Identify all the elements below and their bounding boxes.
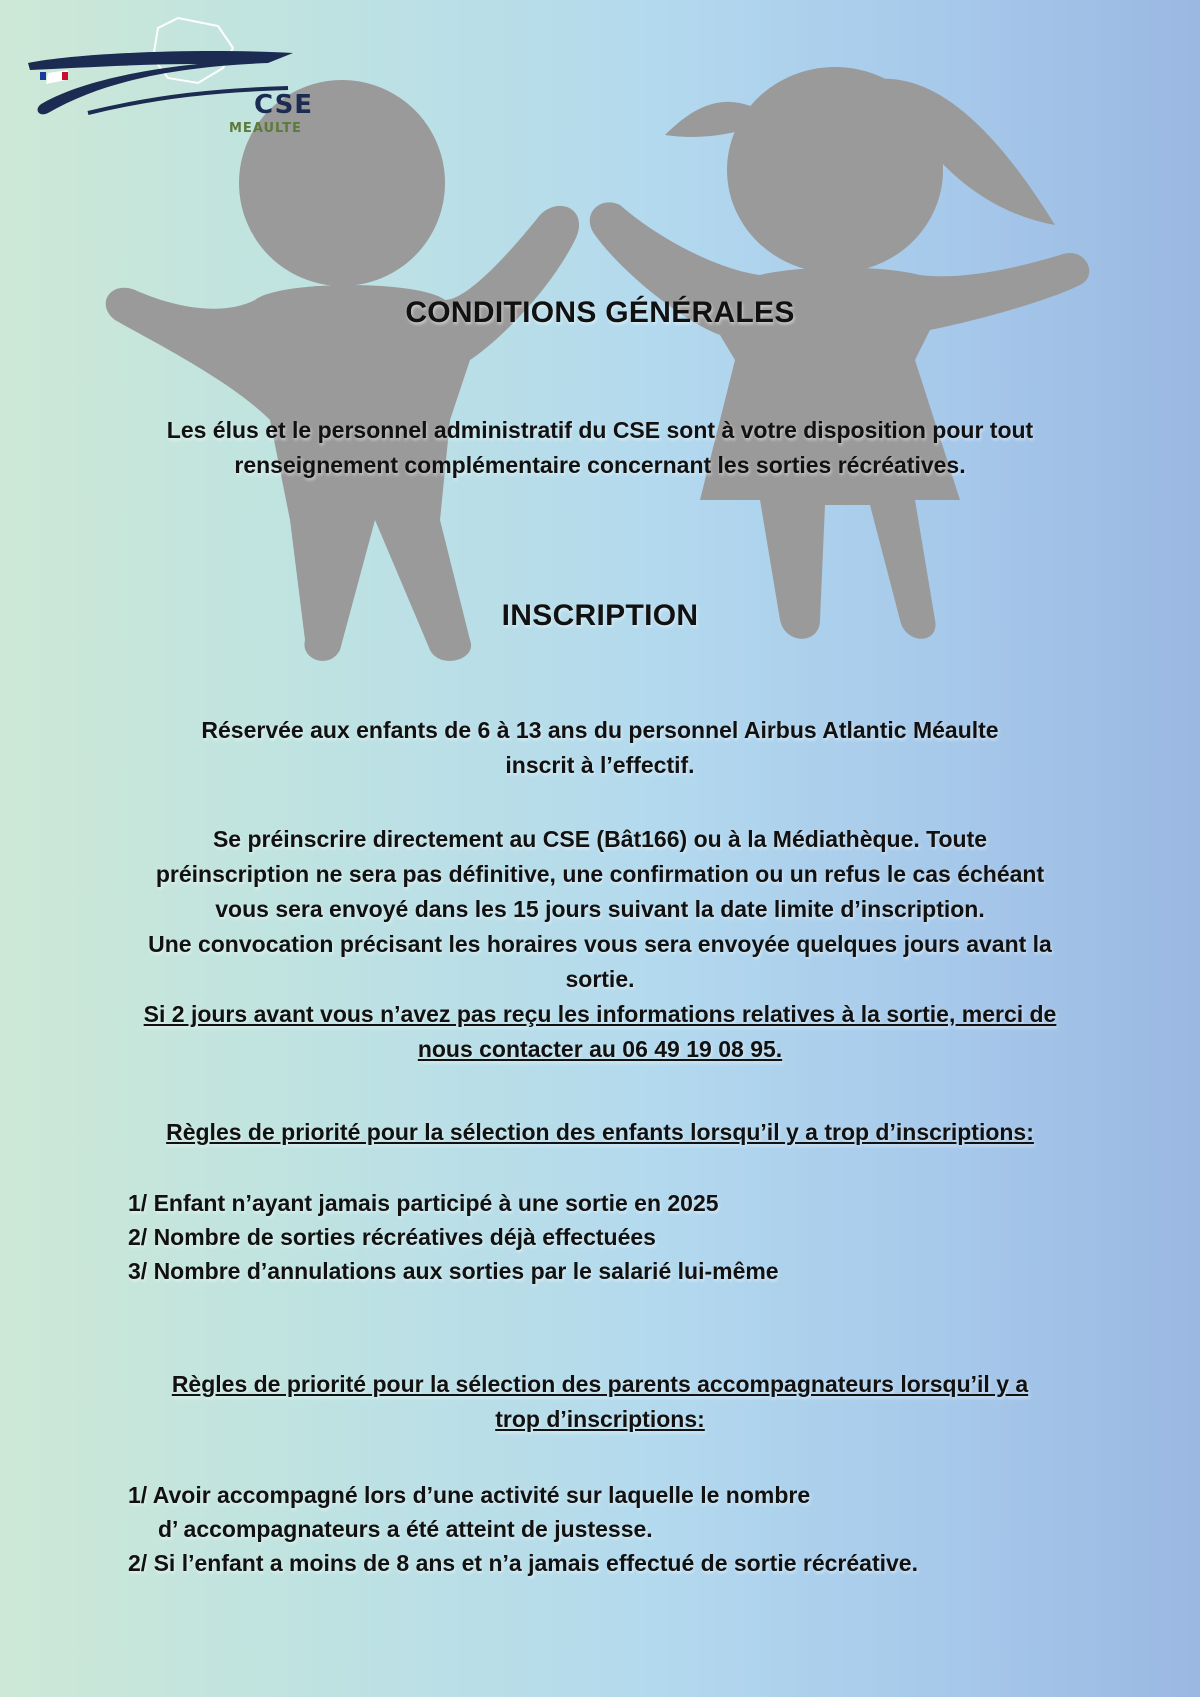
list-item: 2/ Si l’enfant a moins de 8 ans et n’a jamais effectué de sortie récréative. bbox=[128, 1550, 918, 1576]
pre-line-5: sortie. bbox=[565, 966, 635, 992]
reserved-paragraph bbox=[20, 713, 1180, 783]
contact-line-1: Si 2 jours avant vous n’avez pas reçu les informations relatives à la sortie, merci de bbox=[143, 1001, 1057, 1027]
contact-line-2: nous contacter au 06 49 19 08 95. bbox=[417, 1036, 783, 1062]
pre-line-1: Se préinscrire directement au CSE (Bât166) ou à la Médiathèque. Toute bbox=[212, 826, 988, 852]
priority-children-title: Règles de priorité pour la sélection des enfants lorsqu’il y a trop d’inscriptions: bbox=[166, 1119, 1034, 1145]
priority-parents-title-line-1: Règles de priorité pour la sélection des parents accompagnateurs lorsqu’il y a bbox=[171, 1371, 1029, 1397]
list-item: 2/ Nombre de sorties récréatives déjà effectuées bbox=[128, 1224, 656, 1250]
priority-parents-title bbox=[20, 1367, 1180, 1437]
cse-meaulte-logo bbox=[18, 8, 314, 138]
pre-line-4: Une convocation précisant les horaires vous sera envoyée quelques jours avant la bbox=[148, 931, 1052, 957]
priority-children-list bbox=[128, 1186, 779, 1288]
list-item: d’ accompagnateurs a été atteint de justesse. bbox=[158, 1516, 653, 1542]
logo-subname: MEAULTE bbox=[229, 121, 302, 136]
preinscription-paragraph bbox=[20, 822, 1180, 1067]
priority-parents-list bbox=[128, 1478, 918, 1580]
reserved-line-1: Réservée aux enfants de 6 à 13 ans du personnel Airbus Atlantic Méaulte bbox=[201, 717, 999, 743]
list-item: 3/ Nombre d’annulations aux sorties par le salarié lui-même bbox=[128, 1258, 779, 1284]
list-item: 1/ Avoir accompagné lors d’une activité sur laquelle le nombre bbox=[128, 1482, 811, 1508]
inscription-title: INSCRIPTION bbox=[501, 599, 699, 632]
conditions-title: CONDITIONS GÉNÉRALES bbox=[405, 296, 795, 329]
logo-name: CSE bbox=[254, 90, 314, 120]
list-item: 1/ Enfant n’ayant jamais participé à une sortie en 2025 bbox=[128, 1190, 719, 1216]
pre-line-3: vous sera envoyé dans les 15 jours suivant la date limite d’inscription. bbox=[215, 896, 985, 922]
conditions-line-2: renseignement complémentaire concernant les sorties récréatives. bbox=[234, 452, 966, 478]
reserved-line-2: inscrit à l’effectif. bbox=[505, 752, 695, 778]
conditions-line-1: Les élus et le personnel administratif du CSE sont à votre disposition pour tout bbox=[166, 417, 1034, 443]
pre-line-2: préinscription ne sera pas définitive, une confirmation ou un refus le cas échéant bbox=[155, 861, 1045, 887]
conditions-paragraph bbox=[20, 413, 1180, 483]
priority-parents-title-line-2: trop d’inscriptions: bbox=[495, 1406, 705, 1432]
